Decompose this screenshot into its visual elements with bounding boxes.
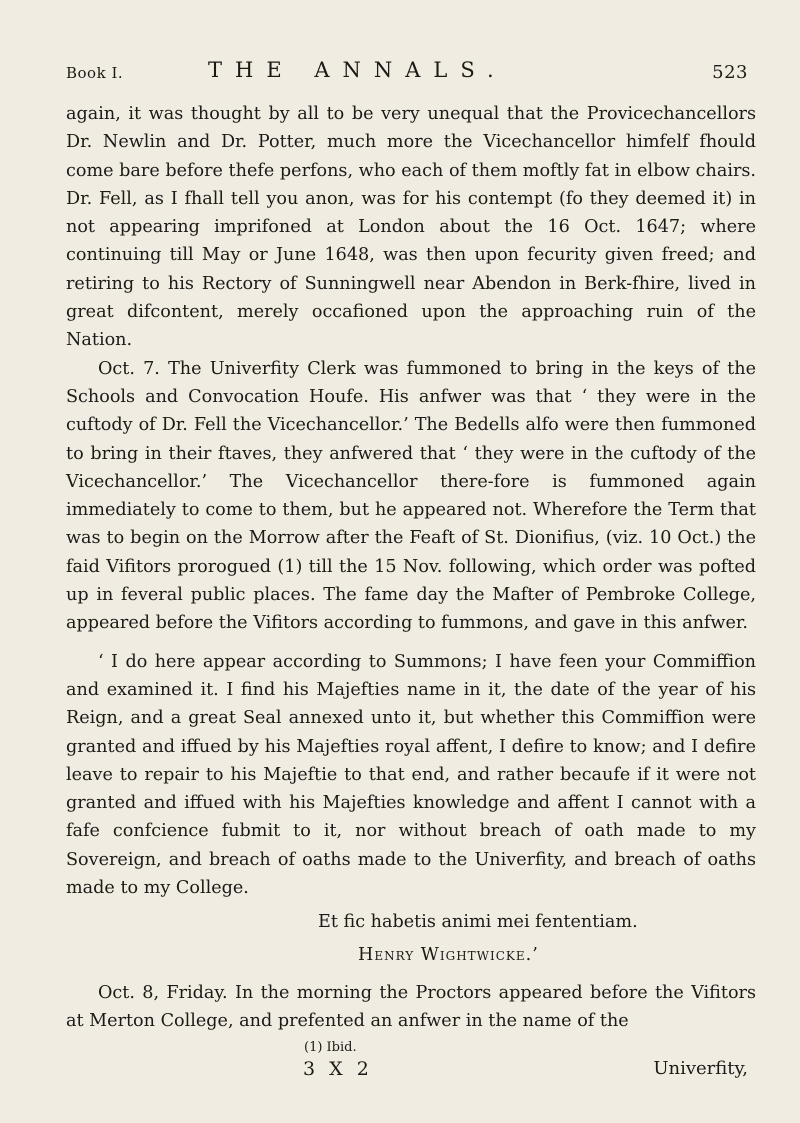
- catchword: Univerfity,: [653, 1058, 748, 1079]
- footnote: (1) Ibid.: [304, 1040, 357, 1055]
- running-header: [66, 58, 748, 88]
- paragraph-oct-8: Oct. 8, Friday. In the morning the Proctors appeared before the Vifitors at Merton College, and prefented an anfwer in the name of the: [66, 982, 756, 1032]
- main-text: [66, 100, 756, 1036]
- signature-mark: 3 X 2: [303, 1058, 373, 1080]
- paragraph-continuation: again, it was thought by all to be very unequal that the Provicechancellors Dr. Newlin and Dr. Potter, much more the Vicechancellor himfelf fhould come bare before thefe perfons, who each of them moftly fat in elbow chairs. Dr. Fell, as I fhall tell you anon, was for his contempt (fo they deemed it) in not appearing imprifoned at London about the 16 Oct. 1647; where continuing till May or June 1648, was then upon fecurity given freed; and retiring to his Rectory of Sunningwell near Abendon in Berk-fhire, lived in great difcontent, merely occafioned upon the approaching ruin of the Nation.: [66, 104, 756, 351]
- running-title: THE ANNALS.: [208, 58, 507, 82]
- paragraph-answer-quote: ‘ I do here appear according to Summons; I have feen your Commiffion and examined it. I find his Majefties name in it, the date of the year of his Reign, and a great Seal annexed unto it, but whether this Commiffion were granted and iffued by his Majefties royal affent, I defire to know; and I defire leave to repair to his Majeftie to that end, and rather becaufe if it were not granted and iffued with his Majefties knowledge and affent I cannot with a fafe confcience fubmit to it, nor without breach of oath made to my Sovereign, and breach of oaths made to the Univerfity, and breach of oaths made to my College.: [66, 651, 756, 899]
- signature-latin-line: Et fic habetis animi mei fententiam.: [318, 912, 638, 933]
- signature-name: Henry Wightwicke.’: [358, 944, 539, 965]
- paragraph-oct-7: Oct. 7. The Univerfity Clerk was fummoned to bring in the keys of the Schools and Convocation Houfe. His anfwer was that ‘ they were in the cuftody of Dr. Fell the Vicechancellor.’ The Bedells alfo were then fummoned to bring in their ftaves, they anfwered that ‘ they were in the cuftody of the Vicechancellor.’ The Vicechancellor there-fore is fummoned again immediately to come to them, but he appeared not. Wherefore the Term that was to begin on the Morrow after the Feaft of St. Dionifius, (viz. 10 Oct.) the faid Vifitors prorogued (1) till the 15 Nov. following, which order was pofted up in feveral public places. The fame day the Mafter of Pembroke College, appeared before the Vifitors according to fummons, and gave in this anfwer.: [66, 358, 756, 634]
- page-number: 523: [712, 62, 748, 83]
- book-label: Book I.: [66, 64, 124, 82]
